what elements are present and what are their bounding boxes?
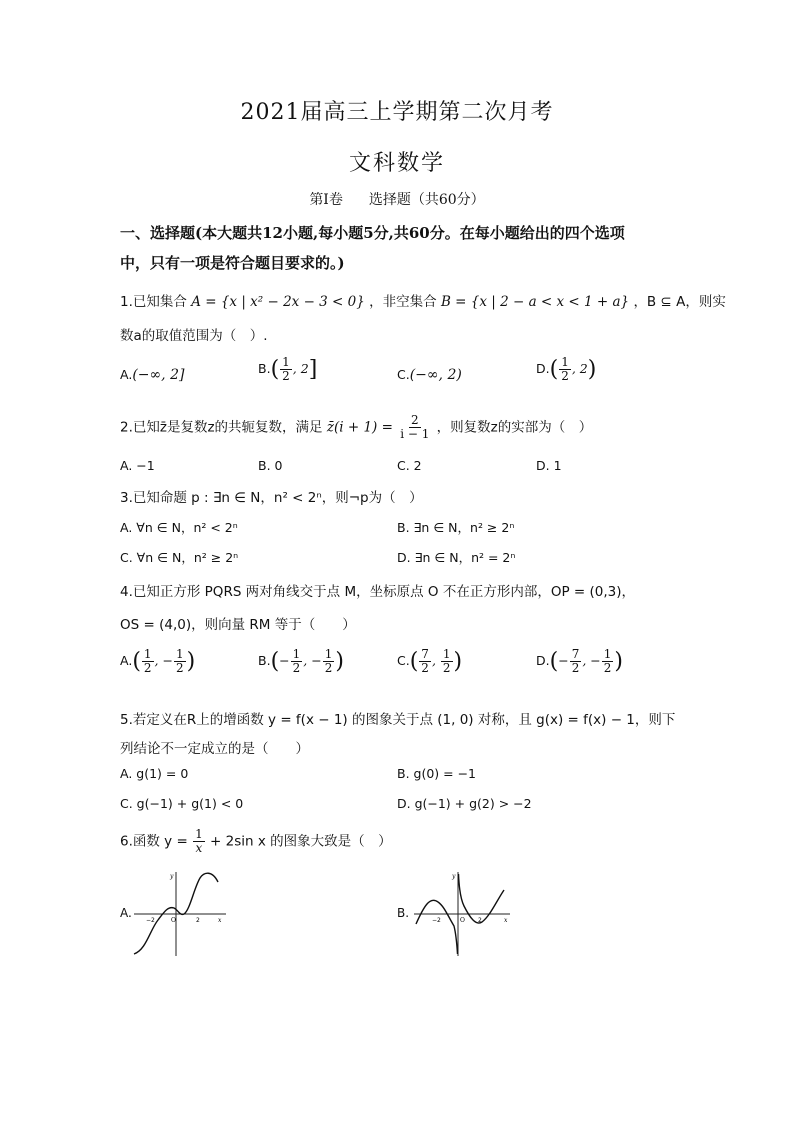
q3-option-c[interactable]: C. ∀n ∈ N，n² ≥ 2ⁿ	[120, 550, 239, 565]
q5-option-c[interactable]: C. g(−1) + g(1) < 0	[120, 796, 244, 811]
axis-y-label: y	[452, 873, 456, 880]
q5-stem-line1: 5.若定义在R上的增函数 y = f(x − 1) 的图象关于点 (1, 0) 对称，且 g(x) = f(x) − 1，则下	[120, 712, 676, 728]
origin-label: O	[171, 917, 176, 924]
q1-option-c[interactable]: C.(−∞, 2)	[397, 367, 462, 383]
q4-option-d[interactable]: D.(− $\frac{7}{2}$ , − $\frac{1}{2}$ )	[536, 647, 623, 675]
curve-b-right	[459, 874, 505, 923]
q5-option-d[interactable]: D. g(−1) + g(2) > −2	[397, 796, 532, 811]
q1-stem-line1	[120, 290, 726, 310]
q6-option-a-label[interactable]: A.	[120, 906, 132, 920]
q2-option-d[interactable]: D. 1	[536, 458, 562, 473]
tick-pos-2: 2	[196, 917, 200, 924]
origin-label: O	[460, 917, 465, 924]
q1-set-a: A = {x | x² − 2x − 3 < 0}	[191, 294, 365, 310]
q3-option-b[interactable]: B. ∃n ∈ N，n² ≥ 2ⁿ	[397, 520, 515, 535]
axis-x-label: x	[504, 917, 508, 924]
axis-y-label: y	[170, 873, 174, 880]
tick-neg-2: −2	[432, 917, 441, 924]
section-line-1: 一、选择题(本大题共12小题,每小题5分,共60分。在每小题给出的四个选项	[120, 224, 625, 242]
q2-text-a: 2.已知z̄是复数z的共轭复数，满足	[120, 419, 323, 436]
part-title: 选择题（共60分）	[368, 192, 485, 208]
q6-text-b: + 2sin x 的图象大致是（ ）	[210, 833, 392, 850]
q3-stem: 3.已知命题 p : ∃n ∈ N，n² < 2ⁿ，则¬p为（ ）	[120, 490, 423, 506]
section-instructions	[120, 218, 690, 278]
part-label: 第Ⅰ卷	[309, 192, 343, 208]
q4-option-b[interactable]: B.(− $\frac{1}{2}$ , − $\frac{1}{2}$ )	[258, 647, 344, 675]
q5-option-b[interactable]: B. g(0) = −1	[397, 766, 477, 781]
q6-option-b-label[interactable]: B.	[397, 906, 410, 920]
q1-stem-line2: 数a的取值范围为（ ）.	[120, 328, 268, 344]
q2-expr: z̄(i + 1) =	[326, 419, 393, 436]
q4-option-a[interactable]: A.( $\frac{1}{2}$ , − $\frac{1}{2}$ )	[120, 647, 196, 675]
axis-x-label: x	[218, 917, 222, 924]
q1-option-b[interactable]: B.( $\frac{1}{2}$ , 2]	[258, 355, 318, 383]
q1-option-d[interactable]: D.( $\frac{1}{2}$ , 2)	[536, 355, 597, 383]
q6-stem: 6.函数 y = $\frac{1}{x}$ + 2sin x 的图象大致是（ ）	[120, 827, 392, 855]
q4-option-c[interactable]: C.( $\frac{7}{2}$ , $\frac{1}{2}$ )	[397, 647, 463, 675]
q6-graph-a[interactable]	[132, 866, 232, 958]
q5-stem-line2: 列结论不一定成立的是（ ）	[120, 741, 309, 757]
q1-option-a[interactable]: A.(−∞, 2]	[120, 367, 185, 383]
exam-part	[0, 189, 794, 209]
q1-text-a: 1.已知集合	[120, 294, 187, 310]
q2-option-a[interactable]: A. −1	[120, 458, 155, 473]
q4-stem-line2: OS = (4,0)，则向量 RM 等于（ ）	[120, 617, 356, 633]
q4-stem-line1: 4.已知正方形 PQRS 两对角线交于点 M，坐标原点 O 不在正方形内部，OP = (0,3)，	[120, 584, 635, 600]
q1-text-c: ，B ⊆ A，则实	[633, 294, 726, 310]
exam-subject: 文科数学	[348, 151, 445, 176]
curve-b-left	[416, 900, 458, 954]
q6-graph-b[interactable]	[412, 866, 516, 958]
q5-option-a[interactable]: A. g(1) = 0	[120, 766, 189, 781]
tick-pos-2: 2	[478, 917, 482, 924]
q2-option-c[interactable]: C. 2	[397, 458, 422, 473]
q6-text-a: 6.函数 y =	[120, 833, 188, 850]
q2-stem: 2.已知z̄是复数z的共轭复数，满足 z̄(i + 1) = $\frac{2}{i - 1}$ ，则复数z的实部为（ ）	[120, 413, 593, 441]
q2-option-b[interactable]: B. 0	[258, 458, 283, 473]
section-line-2: 中，只有一项是符合题目要求的。)	[120, 254, 345, 272]
q1-text-b: ，非空集合	[369, 294, 437, 310]
q1-set-b: B = {x | 2 − a < x < 1 + a}	[440, 294, 630, 310]
q2-text-b: ，则复数z的实部为（ ）	[436, 419, 593, 436]
tick-neg-2: −2	[146, 917, 155, 924]
q3-option-d[interactable]: D. ∃n ∈ N，n² = 2ⁿ	[397, 550, 516, 565]
q3-option-a[interactable]: A. ∀n ∈ N，n² < 2ⁿ	[120, 520, 238, 535]
exam-title: 2021届高三上学期第二次月考	[240, 100, 554, 125]
